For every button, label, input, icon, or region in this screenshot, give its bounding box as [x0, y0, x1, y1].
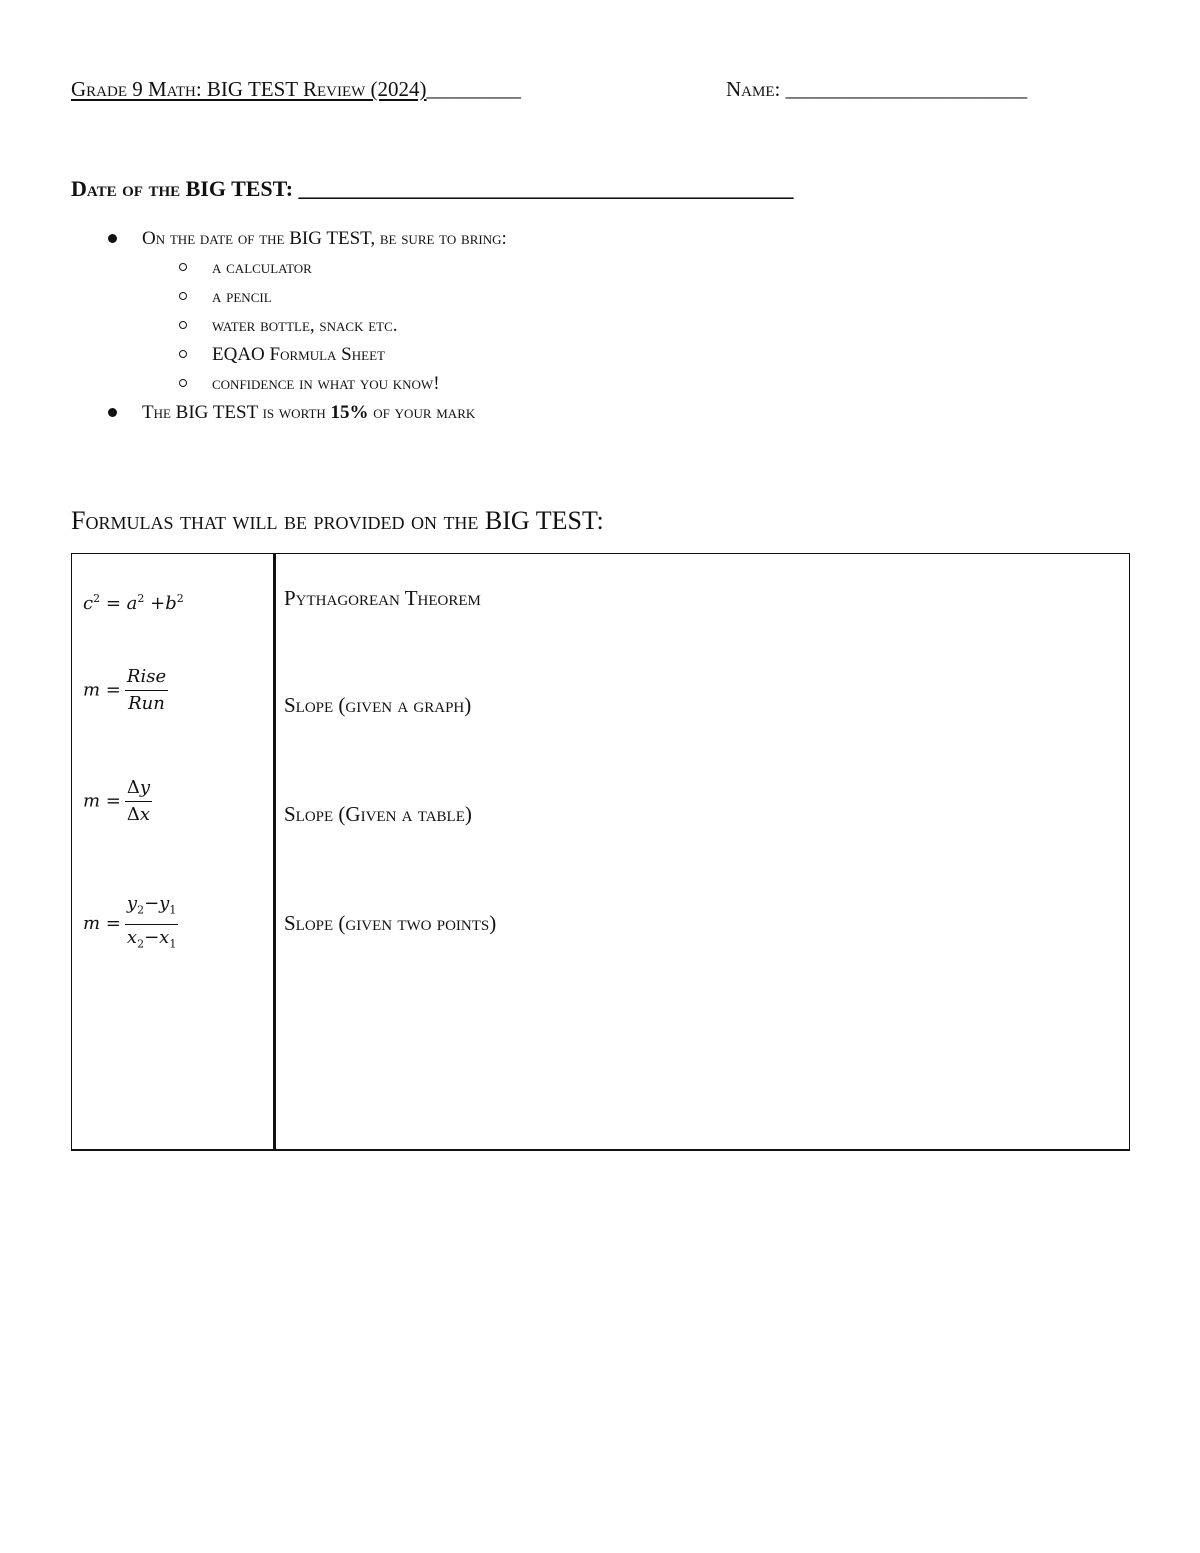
document-header — [71, 72, 1131, 106]
test-date-blank[interactable]: _____________________________________________ — [298, 176, 794, 201]
worth-percent: 15% — [330, 402, 369, 423]
list-item — [71, 282, 1071, 311]
title-underline-blank: _________ — [426, 77, 522, 101]
fraction: $\frac{y_2-y_1}{x_2-x_1}$ — [126, 893, 177, 951]
worth-suffix: of your mark — [373, 402, 476, 423]
bring-item: a pencil — [212, 286, 272, 307]
bullet-icon — [108, 234, 117, 243]
hollow-bullet-icon — [179, 292, 187, 300]
slope-rise-run-formula: m = $\frac{\text{Rise}}{\text{Run}}$ — [83, 666, 167, 714]
reminder-list — [71, 224, 1071, 427]
bullet-icon — [108, 408, 117, 417]
name-blank[interactable]: _______________________ — [785, 77, 1028, 101]
hollow-bullet-icon — [179, 321, 187, 329]
table-row-description: Pythagorean Theorem — [284, 586, 481, 610]
bring-item: confidence in what you know! — [212, 373, 440, 394]
slope-two-points-formula: m = $\frac{y_2-y_1}{x_2-x_1}$ — [83, 893, 268, 955]
test-date-label: Date of the BIG TEST: — [71, 176, 294, 201]
name-field[interactable] — [726, 72, 1027, 106]
name-label: Name: — [726, 77, 781, 101]
fraction: $\frac{\Delta y}{\Delta x}$ — [126, 777, 151, 825]
worth-line — [142, 398, 475, 427]
list-item — [71, 369, 1071, 398]
header-title-group — [71, 72, 521, 106]
slope-delta-formula: m = $\frac{\Delta y}{\Delta x}$ — [83, 777, 151, 825]
bring-item: EQAO Formula Sheet — [212, 344, 385, 365]
pythagorean-formula: $c^2 = a^2 +b^2$ — [83, 592, 184, 614]
bring-item: a calculator — [212, 257, 312, 278]
table-row-description: Slope (given two points) — [284, 911, 497, 935]
list-item — [71, 311, 1071, 340]
fraction: $\frac{\text{Rise}}{\text{Run}}$ — [126, 666, 167, 714]
bring-intro: On the date of the BIG TEST, be sure to bring: — [142, 228, 507, 249]
formula-table — [71, 553, 1130, 1151]
worth-prefix: The BIG TEST is worth — [142, 402, 326, 423]
hollow-bullet-icon — [179, 263, 187, 271]
table-row-description: Slope (Given a table) — [284, 802, 472, 826]
list-item — [71, 253, 1071, 282]
hollow-bullet-icon — [179, 350, 187, 358]
list-item — [71, 340, 1071, 369]
hollow-bullet-icon — [179, 379, 187, 387]
document-title: Grade 9 Math: BIG TEST Review (2024) — [71, 77, 427, 101]
table-row-description: Slope (given a graph) — [284, 693, 472, 717]
formulas-heading: Formulas that will be provided on the BIG TEST: — [71, 506, 604, 535]
bring-item: water bottle, snack etc. — [212, 315, 398, 336]
table-column-divider — [273, 554, 276, 1149]
list-item — [71, 224, 1071, 253]
test-date-line — [71, 172, 794, 206]
list-item — [71, 398, 1071, 427]
